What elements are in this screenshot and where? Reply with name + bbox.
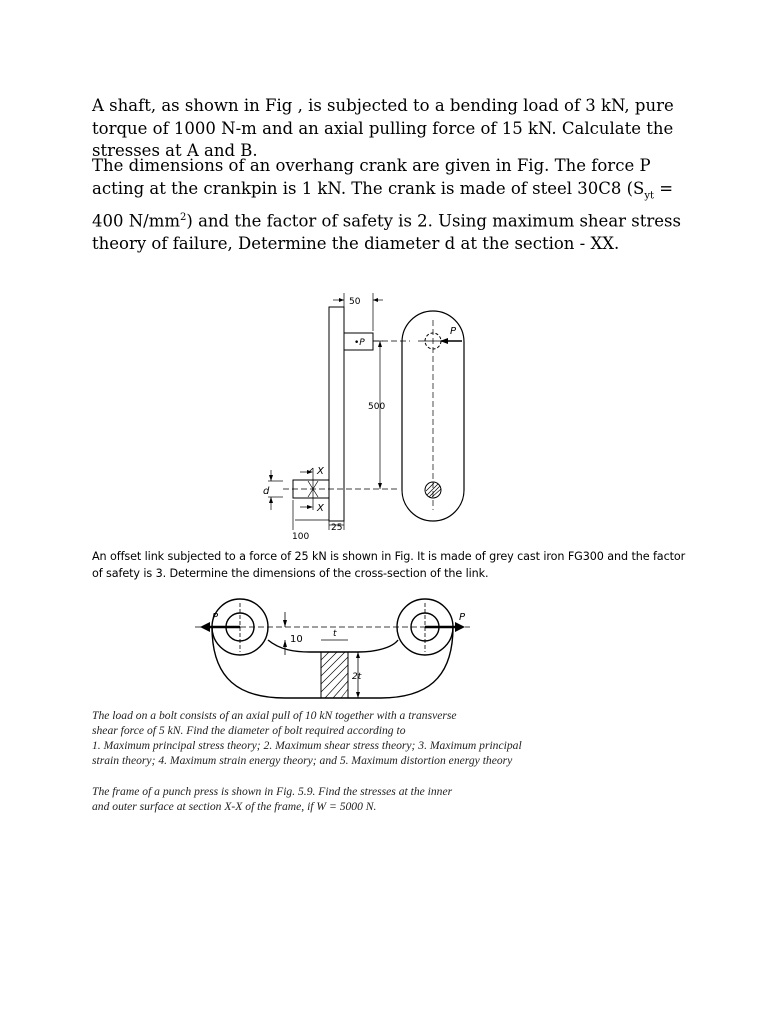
- dim-t-label: t: [333, 629, 337, 639]
- dim-50-label: 50: [349, 297, 361, 307]
- crank-text-3: ) and the factor of safety is 2. Using maximum shear stress theory of failure, Determine the diameter d at the section - XX.: [92, 211, 681, 254]
- punch-line: and outer surface at section X-X of the frame, if W = 5000 N.: [92, 800, 377, 813]
- problem-offset-link: An offset link subjected to a force of 25 kN is shown in Fig. It is made of grey cast iron FG300 and the factor of safety is 3. Determine the dimensions of the cross-section of the link.: [92, 550, 686, 580]
- label-p-right: P: [459, 612, 466, 623]
- dim-10-label: 10: [290, 634, 303, 645]
- problem-bolt: [92, 708, 572, 768]
- link-upper-edge: [268, 640, 398, 652]
- bolt-line: shear force of 5 kN. Find the diameter of bolt required according to: [92, 724, 406, 737]
- problem-punch-press: [92, 784, 572, 814]
- label-x-bottom: X: [317, 503, 324, 514]
- label-x-top: X: [317, 466, 324, 477]
- label-p-left: P: [212, 612, 219, 623]
- punch-line: The frame of a punch press is shown in Fig. 5.9. Find the stresses at the inner: [92, 785, 453, 798]
- crank-superscript: 2: [180, 212, 187, 224]
- dim-25-label: 25: [331, 523, 343, 533]
- bolt-line: The load on a bolt consists of an axial pull of 10 kN together with a transverse: [92, 709, 457, 722]
- dim-500-label: 500: [368, 402, 386, 412]
- dim-100-label: 100: [292, 532, 310, 542]
- dim-2t-label: 2t: [352, 672, 362, 682]
- crank-subscript: yt: [644, 189, 655, 201]
- problem-shaft: A shaft, as shown in Fig , is subjected to a bending load of 3 kN, pure torque of 1000 N-m and an axial pulling force of 15 kN. Calculate the stresses at A and B.: [92, 96, 674, 160]
- crank-text-1: The dimensions of an overhang crank are given in Fig. The force P acting at the crankpin is 1 kN. The crank is made of steel 30C8 (S: [92, 156, 651, 198]
- bolt-line: 1. Maximum principal stress theory; 2. Maximum shear stress theory; 3. Maximum principal: [92, 739, 522, 752]
- label-d: d: [263, 486, 270, 497]
- label-p-front: P: [450, 326, 457, 337]
- bolt-line: strain theory; 4. Maximum strain energy theory; and 5. Maximum distortion energy theory: [92, 754, 513, 767]
- crank-text-2: = 400 N/mm: [92, 178, 674, 231]
- label-dot-p: •P: [354, 338, 365, 348]
- cross-section: [321, 652, 348, 698]
